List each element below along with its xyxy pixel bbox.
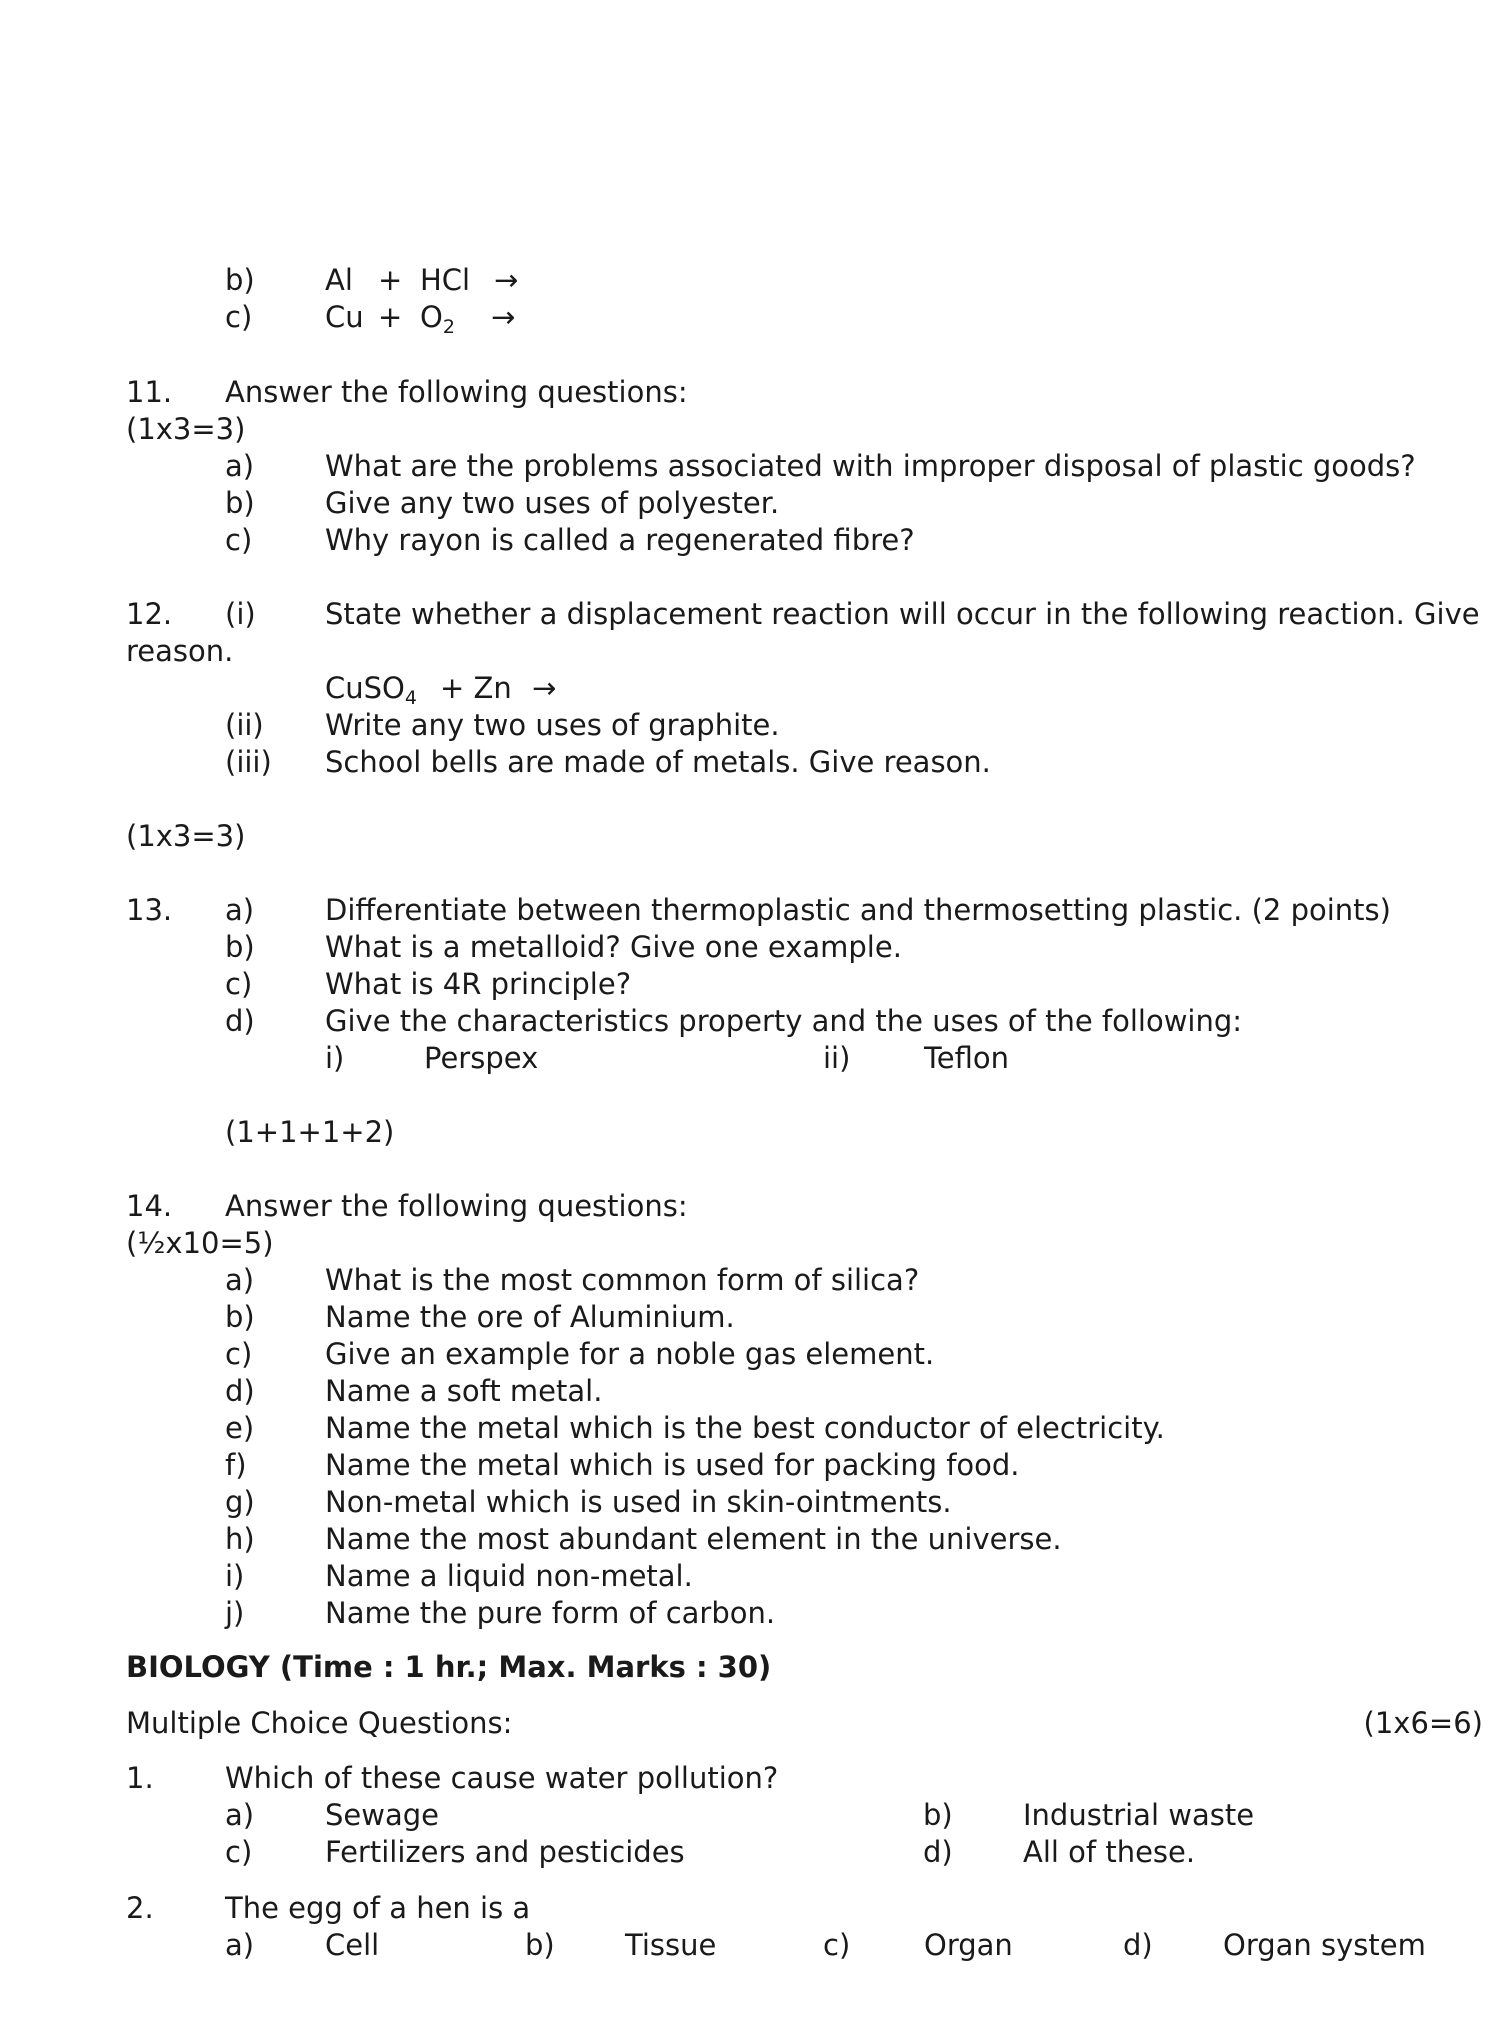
bio-q1-a-label: a)	[225, 1798, 255, 1832]
q14-h-label: h)	[225, 1522, 255, 1556]
bio-q1-c-text: Fertilizers and pesticides	[325, 1835, 685, 1869]
q13-sub-ii-text: Teflon	[924, 1041, 1010, 1075]
bio-q1-number: 1.	[126, 1761, 154, 1795]
bio-q2-a-text: Cell	[325, 1928, 380, 1962]
q12-i-label: (i)	[225, 597, 256, 631]
bio-q2-c-label: c)	[823, 1928, 851, 1962]
q12-marks: (1x3=3)	[126, 819, 246, 853]
biology-heading: BIOLOGY (Time : 1 hr.; Max. Marks : 30)	[126, 1650, 772, 1684]
q13-a-text: Differentiate between thermoplastic and thermosetting plastic. (2 points)	[325, 893, 1391, 927]
bio-q1-d-label: d)	[923, 1835, 953, 1869]
q13-sub-ii-label: ii)	[823, 1041, 851, 1075]
bio-q2-b-text: Tissue	[625, 1928, 717, 1962]
q10-c-reactant2-main: O	[420, 300, 443, 334]
q12-equation-subscript: 4	[404, 687, 417, 709]
q14-j-text: Name the pure form of carbon.	[325, 1596, 776, 1630]
q10-b-plus: +	[378, 263, 403, 297]
q13-c-text: What is 4R principle?	[325, 967, 632, 1001]
q14-g-label: g)	[225, 1485, 255, 1519]
q14-i-label: i)	[225, 1559, 245, 1593]
q10-b-reactant1: Al	[325, 263, 353, 297]
q12-equation-main: CuSO	[325, 671, 405, 705]
q14-title: Answer the following questions:	[225, 1189, 688, 1223]
q11-b-text: Give any two uses of polyester.	[325, 486, 780, 520]
q11-b-label: b)	[225, 486, 255, 520]
q14-g-text: Non-metal which is used in skin-ointments.	[325, 1485, 952, 1519]
q11-a-label: a)	[225, 449, 255, 483]
q13-sub-i-label: i)	[325, 1041, 345, 1075]
q14-e-text: Name the metal which is the best conductor of electricity.	[325, 1411, 1165, 1445]
q12-equation-reactant	[325, 670, 417, 707]
bio-q1-b-label: b)	[923, 1798, 953, 1832]
q10-c-reactant2-subscript: 2	[442, 316, 455, 338]
q12-equation-rest: + Zn	[440, 671, 512, 705]
q10-b-reactant2: HCl	[420, 263, 471, 297]
q14-f-text: Name the metal which is used for packing food.	[325, 1448, 1020, 1482]
bio-q2-c-text: Organ	[924, 1928, 1013, 1962]
q13-number: 13.	[126, 893, 173, 927]
q11-title: Answer the following questions:	[225, 375, 688, 409]
q14-b-text: Name the ore of Aluminium.	[325, 1300, 735, 1334]
q11-number: 11.	[126, 375, 173, 409]
q12-number: 12.	[126, 597, 173, 631]
q12-ii-label: (ii)	[225, 708, 264, 742]
q12-i-text-cont: reason.	[126, 634, 234, 668]
mcq-marks: (1x6=6)	[1363, 1706, 1483, 1740]
q14-j-label: j)	[225, 1596, 245, 1630]
bio-q2-d-text: Organ system	[1223, 1928, 1426, 1962]
q14-e-label: e)	[225, 1411, 255, 1445]
q12-i-text: State whether a displacement reaction will occur in the following reaction. Give	[325, 597, 1480, 631]
q14-h-text: Name the most abundant element in the universe.	[325, 1522, 1062, 1556]
q14-b-label: b)	[225, 1300, 255, 1334]
q14-i-text: Name a liquid non-metal.	[325, 1559, 693, 1593]
q10-c-reactant1: Cu	[325, 300, 364, 334]
q14-d-text: Name a soft metal.	[325, 1374, 603, 1408]
q14-marks: (½x10=5)	[126, 1226, 274, 1260]
mcq-title: Multiple Choice Questions:	[126, 1706, 513, 1740]
q13-d-text: Give the characteristics property and the uses of the following:	[325, 1004, 1243, 1038]
q14-c-text: Give an example for a noble gas element.	[325, 1337, 935, 1371]
q10-b-label: b)	[225, 263, 255, 297]
q14-a-text: What is the most common form of silica?	[325, 1263, 920, 1297]
bio-q2-d-label: d)	[1123, 1928, 1153, 1962]
bio-q2-number: 2.	[126, 1891, 154, 1925]
q13-b-text: What is a metalloid? Give one example.	[325, 930, 902, 964]
q12-iii-label: (iii)	[225, 745, 272, 779]
q11-c-text: Why rayon is called a regenerated fibre?	[325, 523, 915, 557]
q14-a-label: a)	[225, 1263, 255, 1297]
q13-c-label: c)	[225, 967, 253, 1001]
q12-iii-text: School bells are made of metals. Give reason.	[325, 745, 991, 779]
bio-q2-b-label: b)	[525, 1928, 555, 1962]
q13-b-label: b)	[225, 930, 255, 964]
bio-q1-d-text: All of these.	[1023, 1835, 1196, 1869]
q13-marks: (1+1+1+2)	[225, 1115, 395, 1149]
q10-c-reactant2	[420, 299, 455, 336]
q14-number: 14.	[126, 1189, 173, 1223]
bio-q2-a-label: a)	[225, 1928, 255, 1962]
q10-c-plus: +	[378, 300, 403, 334]
bio-q2-text: The egg of a hen is a	[225, 1891, 531, 1925]
bio-q1-c-label: c)	[225, 1835, 253, 1869]
q10-b-arrow: →	[494, 263, 519, 297]
bio-q1-text: Which of these cause water pollution?	[225, 1761, 779, 1795]
bio-q1-b-text: Industrial waste	[1023, 1798, 1255, 1832]
q14-d-label: d)	[225, 1374, 255, 1408]
q11-marks: (1x3=3)	[126, 412, 246, 446]
q11-c-label: c)	[225, 523, 253, 557]
q10-c-arrow: →	[491, 300, 516, 334]
bio-q1-a-text: Sewage	[325, 1798, 439, 1832]
q13-a-label: a)	[225, 893, 255, 927]
q14-c-label: c)	[225, 1337, 253, 1371]
q11-a-text: What are the problems associated with improper disposal of plastic goods?	[325, 449, 1416, 483]
q12-ii-text: Write any two uses of graphite.	[325, 708, 780, 742]
q12-equation-arrow: →	[532, 671, 557, 705]
q10-c-label: c)	[225, 300, 253, 334]
q14-f-label: f)	[225, 1448, 247, 1482]
q13-d-label: d)	[225, 1004, 255, 1038]
q13-sub-i-text: Perspex	[424, 1041, 539, 1075]
